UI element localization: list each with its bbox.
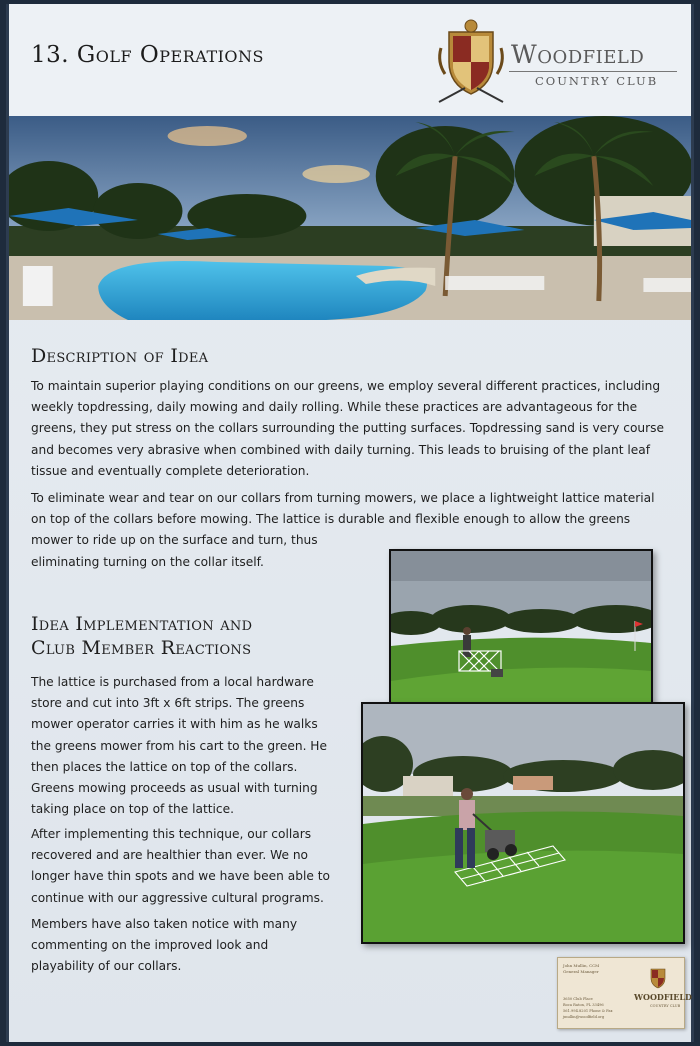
crest-logo-icon: [435, 18, 507, 104]
implementation-paragraph-2: [31, 824, 361, 909]
brand-name: Woodfield: [511, 40, 645, 69]
text-line: recovered and are healthier than ever. We no: [31, 848, 309, 863]
card-crest-icon: [648, 966, 668, 990]
card-address-line: jmullin@woodfield.org: [563, 1015, 605, 1019]
card-address-line: Boca Raton, FL 33496: [563, 1003, 604, 1007]
text-line: To maintain superior playing conditions on our greens, we employ several different practices, including: [31, 379, 661, 393]
card-address-line: 3650 Club Place: [563, 997, 593, 1001]
text-line: Greens mowing proceeds as usual with turning: [31, 781, 318, 796]
text-line: playability of our collars.: [31, 959, 182, 974]
page-title: 13. Golf Operations: [31, 42, 265, 68]
text-line: weekly topdressing, daily mowing and daily rolling. While these practices are advantageous for the: [31, 400, 638, 415]
lattice-mowing-image: [363, 704, 683, 942]
card-role: General Manager: [563, 969, 599, 974]
brand-divider: [509, 71, 677, 72]
description-heading: Description of Idea: [31, 345, 209, 367]
lattice-mowing-photo: [361, 702, 685, 944]
text-line: greens, they put stress on the collars surrounding the putting surfaces. Topdressing sand is very course: [31, 421, 665, 436]
description-paragraph-1: [31, 376, 681, 482]
text-line: tissue and eventually complete deterioration.: [31, 463, 310, 478]
heading-line: Club Member Reactions: [31, 637, 252, 659]
text-line: the greens mower from his cart to the green. He: [31, 738, 327, 753]
text-line: mower operator carries it with him as he walks: [31, 717, 318, 732]
implementation-paragraph-3: [31, 914, 361, 978]
text-line: mower to ride up on the surface and turn, thus: [31, 533, 318, 548]
text-line: and becomes very abrasive when combined with daily turning. This leads to bruising of the plant leaf: [31, 442, 651, 457]
text-line: The lattice is purchased from a local hardware: [31, 675, 314, 689]
text-line: taking place on top of the lattice.: [31, 802, 234, 817]
pool-hero-image: [9, 116, 691, 320]
text-line: commenting on the improved look and: [31, 938, 269, 953]
text-line: After implementing this technique, our collars: [31, 827, 312, 841]
card-address-line: 561.994.8201 Phone & Fax: [563, 1009, 613, 1013]
text-line: then places the lattice on top of the collars.: [31, 759, 298, 774]
text-line: longer have thin spots and we have been able to: [31, 869, 330, 884]
text-line: Members have also taken notice with many: [31, 917, 298, 931]
implementation-heading: [31, 612, 252, 660]
card-brand-sub: COUNTRY CLUB: [650, 1004, 681, 1008]
heading-line: Idea Implementation and: [31, 613, 253, 635]
card-name: John Mullin, CCM: [563, 963, 600, 968]
brand-subtitle: COUNTRY CLUB: [535, 74, 659, 88]
poster-board: [6, 4, 694, 1042]
text-line: eliminating turning on the collar itself.: [31, 554, 264, 569]
business-card: [557, 957, 692, 1029]
card-address: [563, 996, 633, 1020]
text-line: on top of the collars before mowing. The lattice is durable and flexible enough to allow the greens: [31, 512, 631, 527]
card-brand: WOODFIELD: [634, 992, 692, 1002]
text-line: store and cut into 3ft x 6ft strips. The greens: [31, 696, 305, 711]
text-line: continue with our aggressive cultural programs.: [31, 890, 324, 905]
header-band: [9, 4, 691, 116]
implementation-paragraph-1: [31, 672, 361, 820]
text-line: To eliminate wear and tear on our collars from turning mowers, we place a lightweight lattice material: [31, 491, 655, 505]
